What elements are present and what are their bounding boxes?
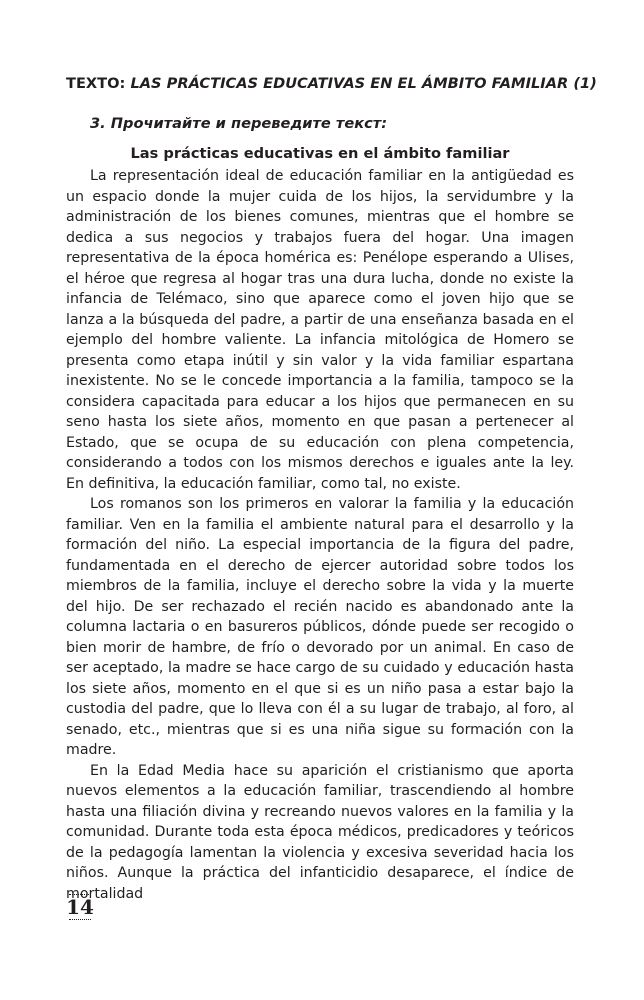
page-number: 14 <box>66 895 94 919</box>
page-folio <box>66 894 94 920</box>
section-header-title: LAS PRÁCTICAS EDUCATIVAS EN EL ÁMBITO FAMILIAR (1) <box>130 75 597 92</box>
paragraph-3: En la Edad Media hace su aparición el cristianismo que aporta nuevos elementos a la educación familiar, trascendiendo al hombre hasta una filiación divina y recreando nuevos valores en la familia y la comunidad. Durante toda esta época médicos, predicadores y teóricos de la pedagogía lamentan la violencia y excesiva severidad hacia los niños. Aunque la práctica del infanticidio desaparece, el índice de mortalidad <box>66 762 574 902</box>
page-content <box>66 74 597 904</box>
paragraph-1: La representación ideal de educación familiar en la antigüedad es un espacio donde la mujer cuida de los hijos, la servidumbre y la administración de los bienes comunes, mientras que el hombre se dedica a sus negocios y trabajos fuera del hogar. Una imagen representativa de la época homérica es: Penélope esperando a Ulises, el héroe que regresa al hogar tras una dura lucha, donde no existe la infancia de Telémaco, sino que aparece como el joven hijo que se lanza a la búsqueda del padre, a partir de una enseñanza basada en el ejemplo del hombre valiente. La infancia mitológica de Homero se presenta como etapa inútil y sin valor y la vida familiar espartana inexistente. No se le concede importancia a la familia, tampoco se la considera capacitada para educar a los hijos que permanecen en su seno hasta los siete años, momento en que pasan a pertenecer al Estado, que se ocupa de su educación con plena competencia, considerando a todos con los mismos derechos e iguales ante la ley. En definitiva, la educación familiar, como tal, no existe. <box>66 168 574 492</box>
task-instruction: 3. Прочитайте и переведите текст: <box>90 115 388 132</box>
section-header <box>66 74 597 94</box>
paragraph-2: Los romanos son los primeros en valorar la familia y la educación familiar. Ven en la familia el ambiente natural para el desarrollo y la formación del niño. La especial importancia de la figura del padre, fundamentada en el derecho de ejercer autoridad sobre todos los miembros de la familia, incluye el derecho sobre la vida y la muerte del hijo. De ser rechazado el recién nacido es abandonado ante la columna lactaria o en basureros públicos, dónde puede ser recogido o bien morir de hambre, de frío o devorado por un animal. En caso de ser aceptado, la madre se hace cargo de su cuidado y educación hasta los siete años, momento en el que si es un niño pasa a estar bajo la custodia del padre, que lo lleva con él a su lugar de trabajo, al foro, al senado, etc., mientras que si es una niña sigue su formación con la madre. <box>66 496 574 758</box>
folio-dots-bottom <box>69 919 91 920</box>
section-header-label: TEXTO: <box>66 75 131 92</box>
text-title: Las prácticas educativas en el ámbito familiar <box>130 145 510 162</box>
